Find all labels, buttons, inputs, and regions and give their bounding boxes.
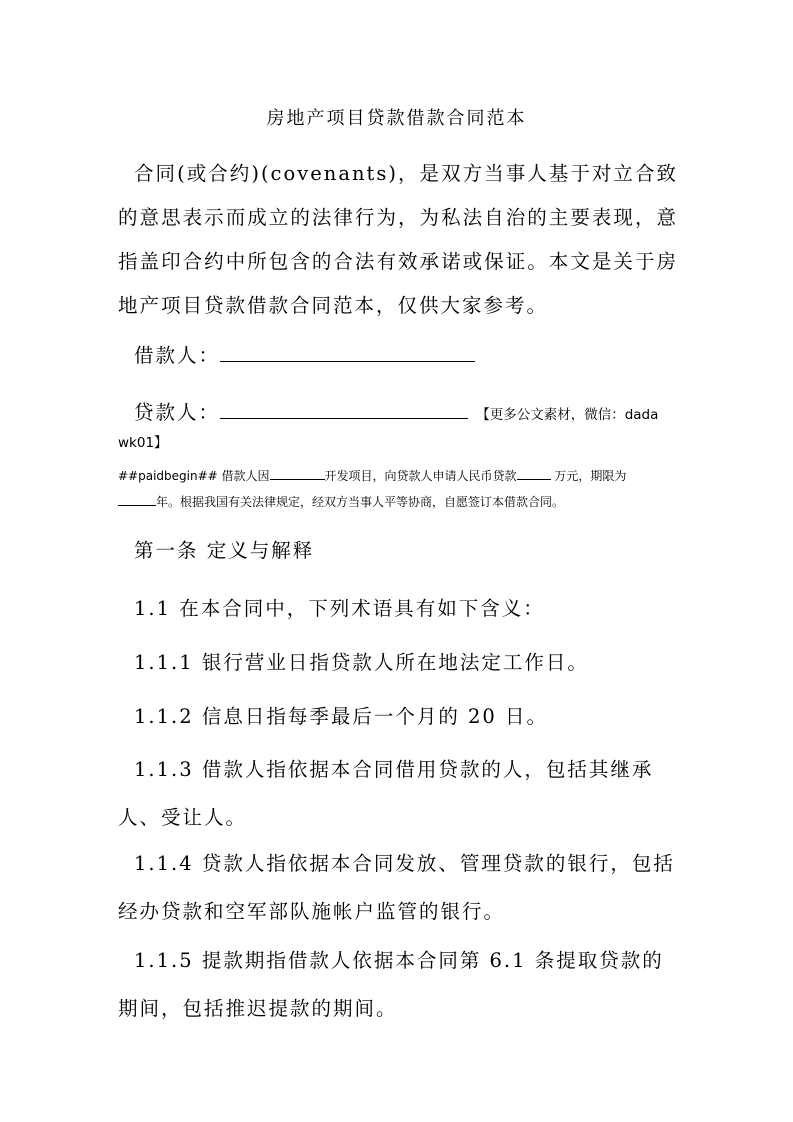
article1-heading: 第一条 定义与解释 (134, 539, 315, 562)
project-blank[interactable] (270, 467, 325, 480)
borrower-label: 借款人： (134, 344, 221, 367)
clause-text: 贷款人指依据本合同发放、管理贷款的银行，包括经办贷款和空军部队施帐户监管的银行。 (118, 852, 675, 923)
clause-1-1-2 (134, 701, 679, 729)
clause-1-1-4 (118, 840, 678, 936)
document-title: 房地产项目贷款借款合同范本 (266, 108, 527, 129)
promo-text-2: wk01】 (118, 435, 168, 451)
clause-text: 借款人指依据本合同借用贷款的人，包括其继承人、受让人。 (118, 758, 654, 829)
intro-paragraph: 合同(或合约)(covenants)，是双方当事人基于对立合致的意思表示而成立的法律行为，为私法自治的主要表现，意指盖印合约中所包含的合法有效承诺或保证。本文是关于房地产项目贷款借款合同范本，仅供大家参考。 (118, 162, 678, 317)
clause-1-1 (134, 593, 679, 621)
lender-blank[interactable] (220, 400, 468, 419)
note-paragraph (118, 463, 678, 515)
term-blank[interactable] (118, 493, 156, 506)
clause-number: 1.1 (134, 597, 172, 620)
note-part-4: 年。根据我国有关法律规定，经双方当事人平等协商，自愿签订本借款合同。 (156, 495, 565, 509)
borrower-blank[interactable] (220, 343, 475, 362)
note-part-2: 开发项目，向贷款人申请人民币贷款 (324, 469, 517, 483)
lender-label: 贷款人： (134, 401, 221, 424)
clause-number: 1.1.1 (134, 651, 194, 674)
paid-marker: ##paidbegin## (118, 469, 218, 483)
clause-text: 银行营业日指贷款人所在地法定工作日。 (201, 651, 589, 674)
clause-text: 提款期指借款人依据本合同第 6.1 条提取贷款的期间，包括推迟提款的期间。 (118, 949, 664, 1020)
clause-1-1-3 (118, 746, 678, 842)
clause-1-1-5 (118, 937, 678, 1033)
borrower-line (134, 340, 679, 368)
clause-number: 1.1.3 (134, 758, 194, 781)
note-part-3: 万元，期限为 (554, 469, 627, 483)
promo-text-1: 【更多公文素材，微信：dada (476, 407, 659, 423)
lender-line (134, 397, 679, 425)
clause-text: 信息日指每季最后一个月的 20 日。 (201, 705, 549, 728)
clause-number: 1.1.4 (134, 852, 194, 875)
amount-blank[interactable] (517, 467, 551, 480)
note-part-1: 借款人因 (221, 469, 270, 483)
clause-1-1-1 (134, 647, 679, 675)
clause-number: 1.1.2 (134, 705, 194, 728)
clause-number: 1.1.5 (134, 949, 194, 972)
clause-text: 在本合同中，下列术语具有如下含义： (179, 597, 545, 620)
